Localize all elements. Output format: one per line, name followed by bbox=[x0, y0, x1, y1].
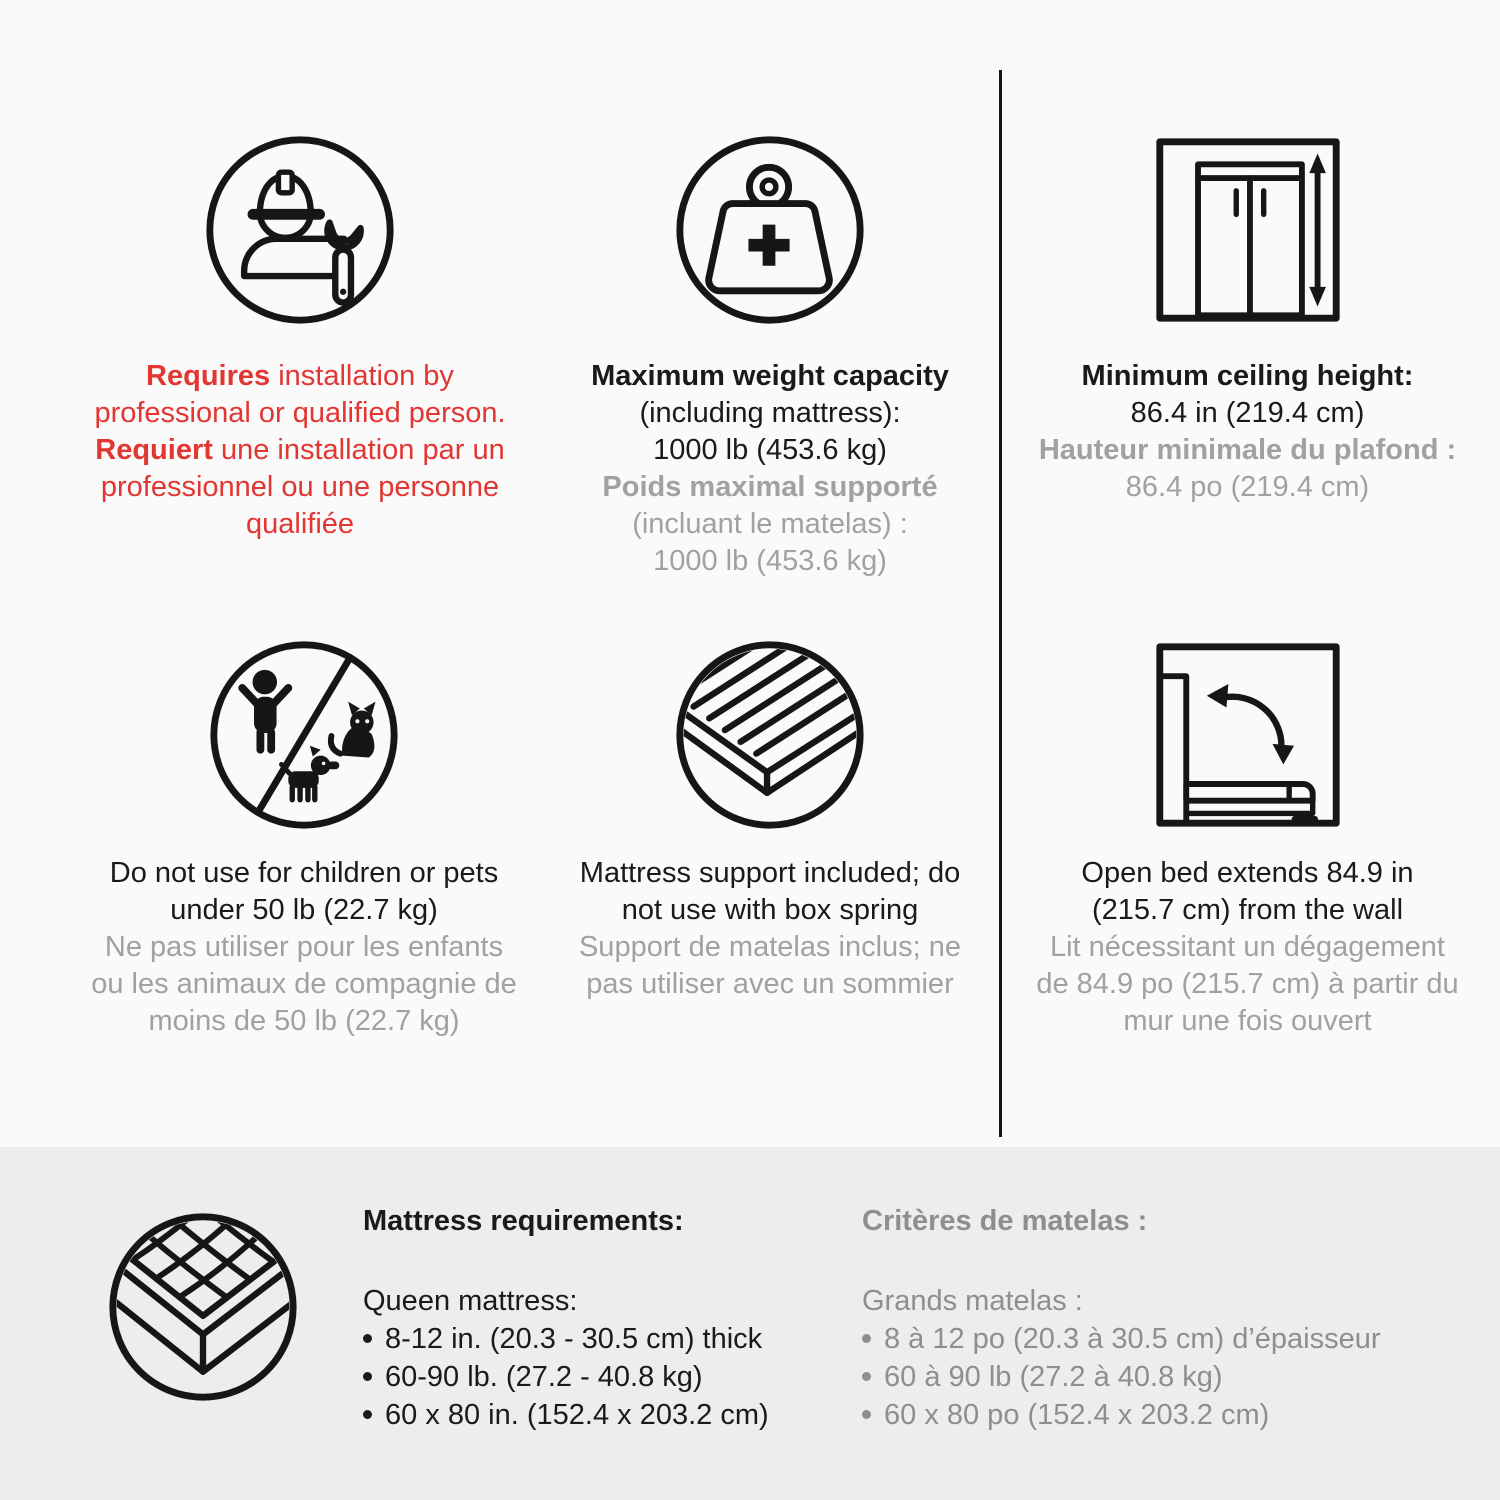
children-fr-line1: Ne pas utiliser pour les enfants bbox=[104, 931, 504, 963]
installation-fr-line2: professionnel ou une personne bbox=[100, 471, 500, 503]
children-en-line1: Do not use for children or pets bbox=[109, 857, 499, 889]
mattress-requirements-title-fr: Critères de matelas : bbox=[862, 1205, 1148, 1237]
no-children-or-pets-icon bbox=[206, 637, 402, 833]
children-en-line2: under 50 lb (22.7 kg) bbox=[170, 894, 438, 926]
weight-capacity-text bbox=[591, 358, 949, 580]
open-bed-depth-text bbox=[1036, 855, 1458, 1040]
weight-en-line2: (including mattress): bbox=[639, 397, 901, 429]
slatted-mattress-support-icon bbox=[672, 637, 868, 833]
openbed-en-line1: Open bed extends 84.9 in bbox=[1081, 857, 1414, 889]
mattress-support-text bbox=[579, 855, 961, 1003]
mattress-requirements-fr bbox=[862, 1203, 1381, 1434]
weight-fr-line2: (incluant le matelas) : bbox=[632, 508, 908, 540]
mattress-requirement-item: 60 à 90 lb (27.2 à 40.8 kg) bbox=[862, 1358, 1381, 1396]
openbed-en-line2: (215.7 cm) from the wall bbox=[1091, 894, 1404, 926]
ceiling-en-line2: 86.4 in (219.4 cm) bbox=[1130, 397, 1365, 429]
mattress-requirements-subtitle-en: Queen mattress: bbox=[363, 1285, 578, 1317]
info-block-open-bed-depth bbox=[1005, 637, 1490, 1040]
cabinet-height-arrow-icon bbox=[1150, 132, 1346, 328]
info-block-weight-capacity bbox=[522, 132, 1018, 580]
weight-en-title: Maximum weight capacity bbox=[591, 360, 949, 392]
openbed-fr-line3: mur une fois ouvert bbox=[1123, 1005, 1372, 1037]
openbed-fr-line2: de 84.9 po (215.7 cm) à partir du bbox=[1036, 968, 1459, 1000]
info-block-no-children-pets bbox=[54, 637, 554, 1040]
openbed-fr-line1: Lit nécessitant un dégagement bbox=[1049, 931, 1445, 963]
mattress-requirements-subtitle-fr: Grands matelas : bbox=[862, 1285, 1083, 1317]
wall-bed-opening-icon bbox=[1150, 637, 1346, 833]
installation-en-line1: Requires installation by bbox=[146, 360, 454, 392]
mattress-requirement-item: 8-12 in. (20.3 - 30.5 cm) thick bbox=[363, 1320, 769, 1358]
weight-en-line3: 1000 lb (453.6 kg) bbox=[653, 434, 887, 466]
ceiling-fr-line2: 86.4 po (219.4 cm) bbox=[1125, 471, 1370, 503]
mattress-requirement-item: 8 à 12 po (20.3 à 30.5 cm) d’épaisseur bbox=[862, 1320, 1381, 1358]
weight-fr-line3: 1000 lb (453.6 kg) bbox=[653, 545, 887, 577]
no-children-pets-text bbox=[91, 855, 517, 1040]
info-block-ceiling-height bbox=[1005, 132, 1490, 506]
installation-fr-line1: Requiert une installation par un bbox=[95, 434, 505, 466]
support-en-line1: Mattress support included; do bbox=[579, 857, 961, 889]
support-fr-line2: pas utiliser avec un sommier bbox=[586, 968, 954, 1000]
mattress-requirement-item: 60 x 80 in. (152.4 x 203.2 cm) bbox=[363, 1396, 769, 1434]
quilted-mattress-icon bbox=[105, 1209, 301, 1405]
installation-text bbox=[94, 358, 505, 543]
support-en-line2: not use with box spring bbox=[621, 894, 919, 926]
weight-plus-icon bbox=[672, 132, 868, 328]
mattress-requirements-en bbox=[363, 1203, 769, 1434]
installation-fr-line3: qualifiée bbox=[245, 508, 355, 540]
children-fr-line2: ou les animaux de compagnie de bbox=[91, 968, 517, 1000]
info-block-installation bbox=[50, 132, 550, 543]
worker-hardhat-wrench-icon bbox=[202, 132, 398, 328]
info-block-mattress-support bbox=[522, 637, 1018, 1003]
mattress-requirement-item: 60 x 80 po (152.4 x 203.2 cm) bbox=[862, 1396, 1381, 1434]
ceiling-en-title: Minimum ceiling height: bbox=[1081, 360, 1414, 392]
support-fr-line1: Support de matelas inclus; ne bbox=[578, 931, 962, 963]
weight-fr-title: Poids maximal supporté bbox=[602, 471, 938, 503]
children-fr-line3: moins de 50 lb (22.7 kg) bbox=[148, 1005, 460, 1037]
mattress-requirements-title-en: Mattress requirements: bbox=[363, 1205, 684, 1237]
mattress-requirement-item: 60-90 lb. (27.2 - 40.8 kg) bbox=[363, 1358, 769, 1396]
ceiling-fr-title: Hauteur minimale du plafond : bbox=[1038, 434, 1457, 466]
installation-en-line2: professional or qualified person. bbox=[94, 397, 506, 429]
ceiling-height-text bbox=[1039, 358, 1456, 506]
